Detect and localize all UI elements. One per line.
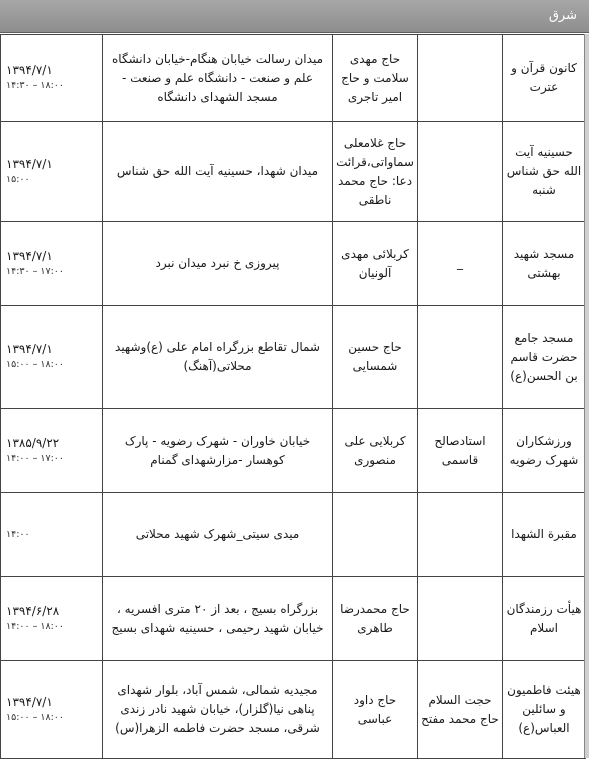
address-cell: پیروزی خ نبرد میدان نبرد	[103, 222, 333, 306]
speaker-cell	[333, 493, 418, 577]
place-cell: ورزشکاران شهرک رضویه	[503, 409, 586, 493]
window-edge	[584, 34, 589, 758]
host-cell: _	[418, 222, 503, 306]
time-text: ۱۴:۰۰	[6, 528, 30, 540]
time-text: ۱۵:۰۰ – ۱۸:۰۰	[6, 711, 65, 723]
date-text: ۱۳۹۴/۷/۱	[6, 248, 53, 263]
address-cell: میدی سیتی_شهرک شهید محلاتی	[103, 493, 333, 577]
date-text: ۱۳۹۴/۶/۲۸	[6, 603, 60, 618]
place-cell: حسینیه آیت الله حق شناس شنبه	[503, 122, 586, 222]
address-cell: مجیدیه شمالی، شمس آباد، بلوار شهدای پناهی نیا(گلزار)، خیابان شهید نادر زندی شرقی، مسجد حضرت فاطمه الزهرا(س)	[103, 661, 333, 759]
speaker-cell: کربلایی علی منصوری	[333, 409, 418, 493]
section-header	[0, 0, 589, 33]
datetime-cell	[1, 493, 103, 577]
address-cell: میدان رسالت خیابان هنگام-خیابان دانشگاه علم و صنعت - دانشگاه علم و صنعت - مسجد الشهدای دانشگاه	[103, 35, 333, 122]
place-cell: مسجد جامع حضرت قاسم بن الحسن(ع)	[503, 306, 586, 409]
time-text: ۱۵:۰۰ – ۱۸:۰۰	[6, 359, 65, 370]
table-row	[1, 493, 586, 577]
table-row	[1, 577, 586, 661]
time-text: ۱۴:۰۰ – ۱۷:۰۰	[6, 452, 65, 464]
table-row	[1, 306, 586, 409]
time-text: ۱۴:۳۰ – ۱۷:۰۰	[6, 265, 65, 277]
place-cell: هیأت رزمندگان اسلام	[503, 577, 586, 661]
speaker-cell: کربلائی مهدی آلونیان	[333, 222, 418, 306]
address-cell: بزرگراه بسیج ، بعد از ۲۰ متری افسریه ، خیابان شهید رحیمی ، حسینیه شهدای بسیج	[103, 577, 333, 661]
host-cell	[418, 577, 503, 661]
date-text: ۱۳۸۵/۹/۲۲	[6, 435, 60, 450]
events-table	[0, 34, 586, 759]
datetime-cell	[1, 661, 103, 759]
section-title: شرق	[548, 8, 577, 23]
place-cell: هیئت فاطمیون و سائلین العباس(ع)	[503, 661, 586, 759]
datetime-cell	[1, 122, 103, 222]
datetime-cell	[1, 35, 103, 122]
date-text: ۱۳۹۴/۷/۱	[6, 63, 53, 77]
time-text: ۱۴:۰۰ – ۱۸:۰۰	[6, 620, 65, 632]
date-text: ۱۳۹۴/۷/۱	[6, 694, 53, 709]
host-cell: حجت السلام حاج محمد مفتح	[418, 661, 503, 759]
host-cell	[418, 306, 503, 409]
address-cell: میدان شهدا، حسینیه آیت الله حق شناس	[103, 122, 333, 222]
speaker-cell: حاج غلامعلی سماواتی،قرائت دعا: حاج محمد ناطقی	[333, 122, 418, 222]
time-text: ۱۵:۰۰	[6, 173, 30, 185]
table-row	[1, 409, 586, 493]
table-row	[1, 661, 586, 759]
date-text: ۱۳۹۴/۷/۱	[6, 156, 53, 171]
host-cell	[418, 35, 503, 122]
place-cell: کانون قرآن و عترت	[503, 35, 586, 122]
datetime-cell	[1, 222, 103, 306]
place-cell: مسجد شهید بهشتی	[503, 222, 586, 306]
datetime-cell	[1, 577, 103, 661]
date-text: ۱۳۹۴/۷/۱	[6, 342, 53, 356]
speaker-cell: حاج محمدرضا طاهری	[333, 577, 418, 661]
host-cell	[418, 493, 503, 577]
speaker-cell: حاج حسین شمسایی	[333, 306, 418, 409]
table-row	[1, 222, 586, 306]
datetime-cell	[1, 409, 103, 493]
address-cell: شمال تقاطع بزرگراه امام علی (ع)وشهید محلاتی(آهنگ)	[103, 306, 333, 409]
host-cell: استادصالح قاسمی	[418, 409, 503, 493]
host-cell	[418, 122, 503, 222]
address-cell: خیابان خاوران - شهرک رضویه - پارک کوهسار -مزارشهدای گمنام	[103, 409, 333, 493]
table-row	[1, 122, 586, 222]
place-cell: مقبرة الشهدا	[503, 493, 586, 577]
table-row	[1, 35, 586, 122]
speaker-cell: حاج داود عباسی	[333, 661, 418, 759]
speaker-cell: حاج مهدی سلامت و حاج امیر تاجری	[333, 35, 418, 122]
time-text: ۱۴:۳۰ – ۱۸:۰۰	[6, 80, 65, 91]
datetime-cell	[1, 306, 103, 409]
